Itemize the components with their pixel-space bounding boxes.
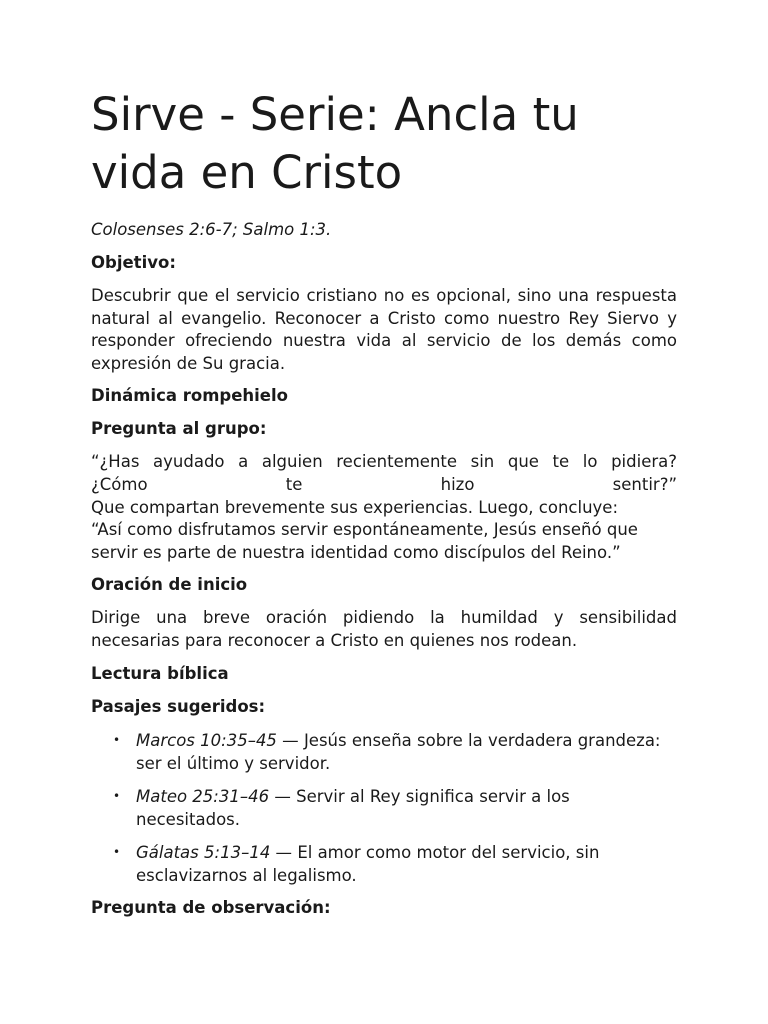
prayer-text: Dirige una breve oración pidiendo la humildad y sensibilidad necesarias para reconocer a Cristo en quienes nos rodean.	[91, 608, 677, 650]
group-question-line: Que compartan brevemente sus experiencias. Luego, concluye:	[91, 497, 619, 517]
bullet-icon: •	[113, 732, 121, 747]
passage-description: El amor como motor del servicio, sin esclavizarnos al legalismo.	[136, 842, 600, 885]
list-item	[91, 729, 677, 775]
page-title: Sirve - Serie: Ancla tu vida en Cristo	[91, 88, 579, 199]
passage-separator: —	[270, 842, 298, 862]
objective-heading: Objetivo:	[91, 253, 176, 272]
passage-separator: —	[269, 786, 297, 806]
passages-list	[91, 729, 677, 887]
passage-description: Jesús enseña sobre la verdadera grandeza: ser el último y servidor.	[136, 730, 661, 773]
group-question-line: “¿Has ayudado a alguien recientemente sin que te lo pidiera?	[91, 452, 677, 472]
scripture-reference: Colosenses 2:6-7; Salmo 1:3.	[91, 220, 332, 239]
list-item	[91, 841, 677, 887]
observation-heading: Pregunta de observación:	[91, 897, 331, 917]
group-question-text	[91, 451, 677, 564]
passage-description: Servir al Rey significa servir a los necesitados.	[136, 786, 570, 829]
group-question-heading: Pregunta al grupo:	[91, 419, 267, 439]
passage-reference: Marcos 10:35–45	[136, 730, 277, 750]
group-question-line: “Así como disfrutamos servir espontáneamente, Jesús enseñó que servir es parte de nuestra identidad como discípulos del Reino.”	[91, 520, 638, 562]
list-item	[91, 785, 677, 831]
group-question-line: ¿Cómo te hizo sentir?”	[91, 474, 677, 494]
passage-separator: —	[276, 730, 304, 750]
reading-heading: Lectura bíblica	[91, 663, 229, 683]
objective-text: Descubrir que el servicio cristiano no es opcional, sino una respuesta natural al evangelio. Reconocer a Cristo como nuestro Rey Siervo y responder ofreciendo nuestra vida al servicio de los demás como expresión de Su gracia.	[91, 286, 677, 373]
bullet-icon: •	[113, 844, 121, 859]
document-page	[91, 86, 677, 930]
passage-reference: Mateo 25:31–46	[136, 786, 270, 806]
bullet-icon: •	[113, 788, 121, 803]
passages-heading: Pasajes sugeridos:	[91, 696, 266, 716]
passage-reference: Gálatas 5:13–14	[136, 842, 271, 862]
prayer-heading: Oración de inicio	[91, 575, 248, 595]
icebreaker-heading: Dinámica rompehielo	[91, 386, 288, 406]
